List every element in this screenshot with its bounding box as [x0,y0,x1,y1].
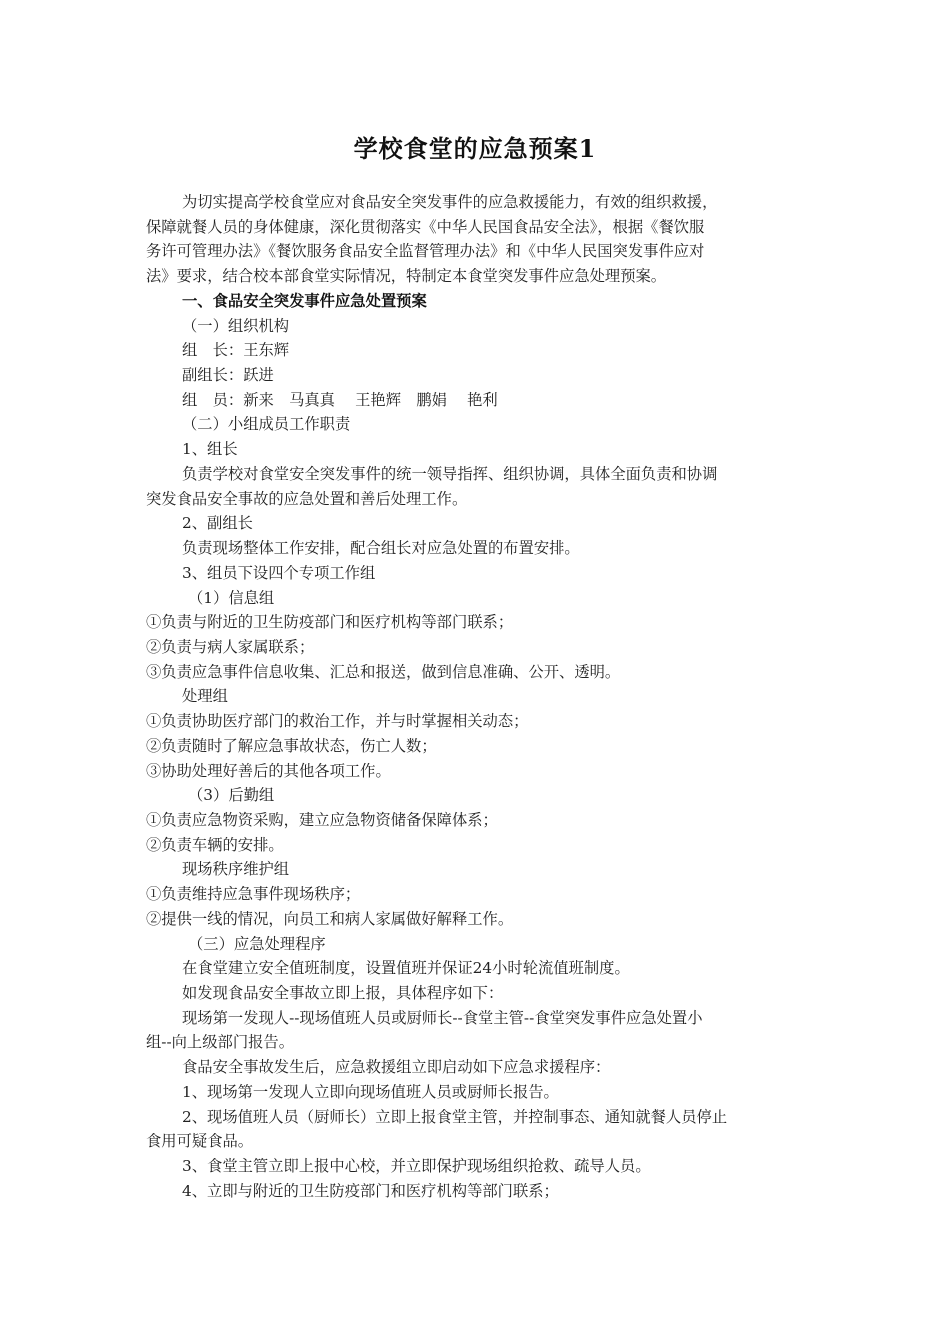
paragraph-line: 为切实提高学校食堂应对食品安全突发事件的应急救援能力，有效的组织救援， [182,193,718,211]
paragraph-line: 负责现场整体工作安排，配合组长对应急处置的布置安排。 [182,539,580,558]
paragraph-line: ①负责协助医疗部门的救治工作，并与时掌握相关动态； [146,712,529,731]
paragraph-line: ②负责车辆的安排。 [146,835,284,854]
paragraph-line: ②提供一线的情况，向员工和病人家属做好解释工作。 [146,909,514,928]
paragraph-line: 副组长：跃进 [182,366,274,385]
section-heading: 一、食品安全突发事件应急处置预案 [182,291,427,310]
document-body [146,190,806,1203]
paragraph-line: 1、现场第一发现人立即向现场值班人员或厨师长报告。 [182,1082,559,1101]
paragraph-line: 在食堂建立安全值班制度，设置值班并保证24小时轮流值班制度。 [182,959,630,978]
paragraph-line: ③协助处理好善后的其他各项工作。 [146,761,391,780]
paragraph-line: （二）小组成员工作职责 [182,415,351,434]
paragraph-line: ①负责与附近的卫生防疫部门和医疗机构等部门联系； [146,613,514,632]
paragraph-line: ①负责应急物资采购，建立应急物资储备保障体系； [146,810,498,829]
paragraph-line: 组 员：新来 马真真 王艳辉 鹏娟 艳利 [182,390,498,409]
paragraph-line: ③负责应急事件信息收集、汇总和报送，做到信息准确、公开、透明。 [146,662,621,681]
paragraph-line: 法》要求，结合校本部食堂实际情况，特制定本食堂突发事件应急处理预案。 [146,267,667,286]
paragraph-line: 4、立即与附近的卫生防疫部门和医疗机构等部门联系； [182,1181,559,1200]
paragraph-line: 2、现场值班人员（厨师长）立即上报食堂主管，并控制事态、通知就餐人员停止 [182,1107,728,1126]
paragraph-line: 3、食堂主管立即上报中心校，并立即保护现场组织抢救、疏导人员。 [182,1157,651,1176]
paragraph-line: 负责学校对食堂安全突发事件的统一领导指挥、组织协调，具体全面负责和协调 [182,464,718,483]
paragraph-line: ②负责随时了解应急事故状态，伤亡人数； [146,736,437,755]
paragraph-line: 如发现食品安全事故立即上报，具体程序如下： [182,984,504,1002]
paragraph-line: ①负责维持应急事件现场秩序； [146,885,361,904]
paragraph-line: 食品安全事故发生后，应急救援组立即启动如下应急求援程序： [182,1058,611,1077]
paragraph-line: 1、组长 [182,440,238,459]
paragraph-line: 务许可管理办法》《餐饮服务食品安全监督管理办法》和《中华人民国突发事件应对 [146,242,705,261]
paragraph-line: （一）组织机构 [182,316,290,335]
paragraph-line: 突发食品安全事故的应急处置和善后处理工作。 [146,489,468,508]
paragraph-line: （1）信息组 [188,588,275,607]
paragraph-line: （3）后勤组 [188,786,275,805]
paragraph-line: 2、副组长 [182,514,253,533]
paragraph-line: 组--向上级部门报告。 [146,1033,295,1052]
paragraph-line: 现场第一发现人--现场值班人员或厨师长--食堂主管--食堂突发事件应急处置小 [182,1008,703,1027]
paragraph-line: 食用可疑食品。 [146,1132,254,1151]
paragraph-line: ②负责与病人家属联系； [146,637,315,656]
paragraph-line: 组 长：王东辉 [182,341,290,360]
paragraph-line: （三）应急处理程序 [188,934,326,953]
paragraph-line: 现场秩序维护组 [182,860,290,879]
paragraph-line: 保障就餐人员的身体健康，深化贯彻落实《中华人民国食品安全法》，根据《餐饮服 [146,217,705,236]
document-title: 学校食堂的应急预案1 [353,134,597,163]
paragraph-line: 处理组 [182,687,228,706]
paragraph-line: 3、组员下设四个专项工作组 [182,563,376,582]
